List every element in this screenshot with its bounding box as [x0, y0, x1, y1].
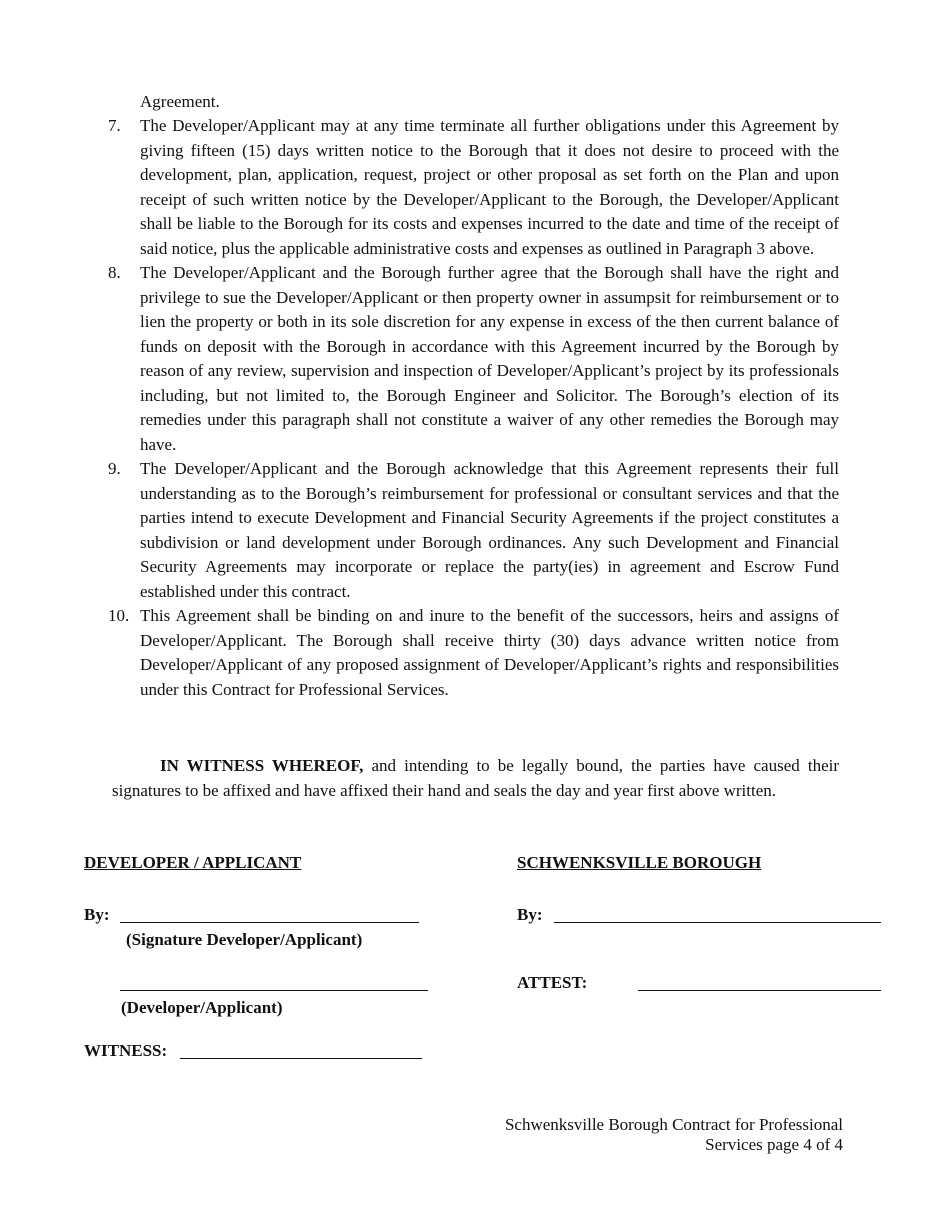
clause-number: 8.	[108, 263, 121, 282]
clause-7	[108, 114, 839, 261]
clause-text: The Developer/Applicant and the Borough acknowledge that this Agreement represents their full understanding as to the Borough’s reimbursement for professional or consultant services and that the parties intend to execute Development and Financial Security Agreements if the project constitutes a subdivision or land development under Borough ordinances. Any such Development and Financial Security Agreements may incorporate or replace the party(ies) in agreement and Escrow Fund established under this contract.	[140, 459, 839, 601]
footer-line-2: Services page 4 of 4	[705, 1135, 843, 1154]
attest-signature-line[interactable]	[638, 990, 881, 991]
footer-line-1: Schwenksville Borough Contract for Professional	[504, 1115, 843, 1134]
witness-lead: IN WITNESS WHEREOF,	[160, 756, 364, 775]
witness-paragraph	[112, 754, 839, 803]
witness-rest: and intending to be legally bound, the parties have caused their signatures to be affixed and have affixed their hand and seals the day and year first above written.	[112, 756, 840, 800]
clause-text: The Developer/Applicant may at any time terminate all further obligations under this Agreement by giving fifteen (15) days written notice to the Borough that it does not desire to proceed with the development, plan, application, request, project or other proposal as set forth on the Plan and upon receipt of such written notice by the Developer/Applicant to the Borough, the Developer/Applicant shall be liable to the Borough for its costs and expenses incurred to the date and time of the receipt of said notice, plus the applicable administrative costs and expenses as outlined in Paragraph 3 above.	[140, 116, 839, 258]
signature-caption: (Signature Developer/Applicant)	[126, 930, 363, 949]
clause-number: 10.	[108, 606, 130, 625]
clause-8	[108, 261, 839, 457]
clause-number: 7.	[108, 116, 121, 135]
borough-by-label: By:	[517, 905, 543, 924]
clause-text: The Developer/Applicant and the Borough further agree that the Borough shall have the right and privilege to sue the Developer/Applicant or then property owner in assumpsit for reimbursement or to lien the property or both in its sole discretion for any expense in excess of the then current balance of funds on deposit with the Borough in accordance with this Agreement incurred by the Borough by reason of any review, supervision and inspection of Developer/Applicant’s project by its professionals including, but not limited to, the Borough Engineer and Solicitor. The Borough’s election of its remedies under this paragraph shall not constitute a waiver of any other remedies the Borough may have.	[140, 263, 839, 454]
borough-signature-line[interactable]	[554, 922, 881, 923]
developer-signature-line[interactable]	[120, 922, 419, 923]
developer-heading: DEVELOPER / APPLICANT	[84, 853, 302, 872]
clause-text: This Agreement shall be binding on and inure to the benefit of the successors, heirs and assigns of Developer/Applicant. The Borough shall receive thirty (30) days advance written notice from Developer/Applicant of any proposed assignment of Developer/Applicant’s rights and responsibilities under this Contract for Professional Services.	[140, 606, 839, 699]
borough-heading: SCHWENKSVILLE BOROUGH	[517, 853, 762, 872]
witness-label: WITNESS:	[84, 1041, 168, 1060]
continued-text: Agreement.	[140, 92, 220, 111]
attest-label: ATTEST:	[517, 973, 588, 992]
developer-name-line[interactable]	[120, 990, 428, 991]
clause-10	[108, 604, 839, 702]
clause-9	[108, 457, 839, 604]
page-footer	[505, 1115, 843, 1155]
witness-signature-line[interactable]	[180, 1058, 422, 1059]
developer-by-label: By:	[84, 905, 110, 924]
numbered-clauses	[108, 114, 839, 702]
developer-caption: (Developer/Applicant)	[121, 998, 283, 1017]
clause-number: 9.	[108, 459, 121, 478]
